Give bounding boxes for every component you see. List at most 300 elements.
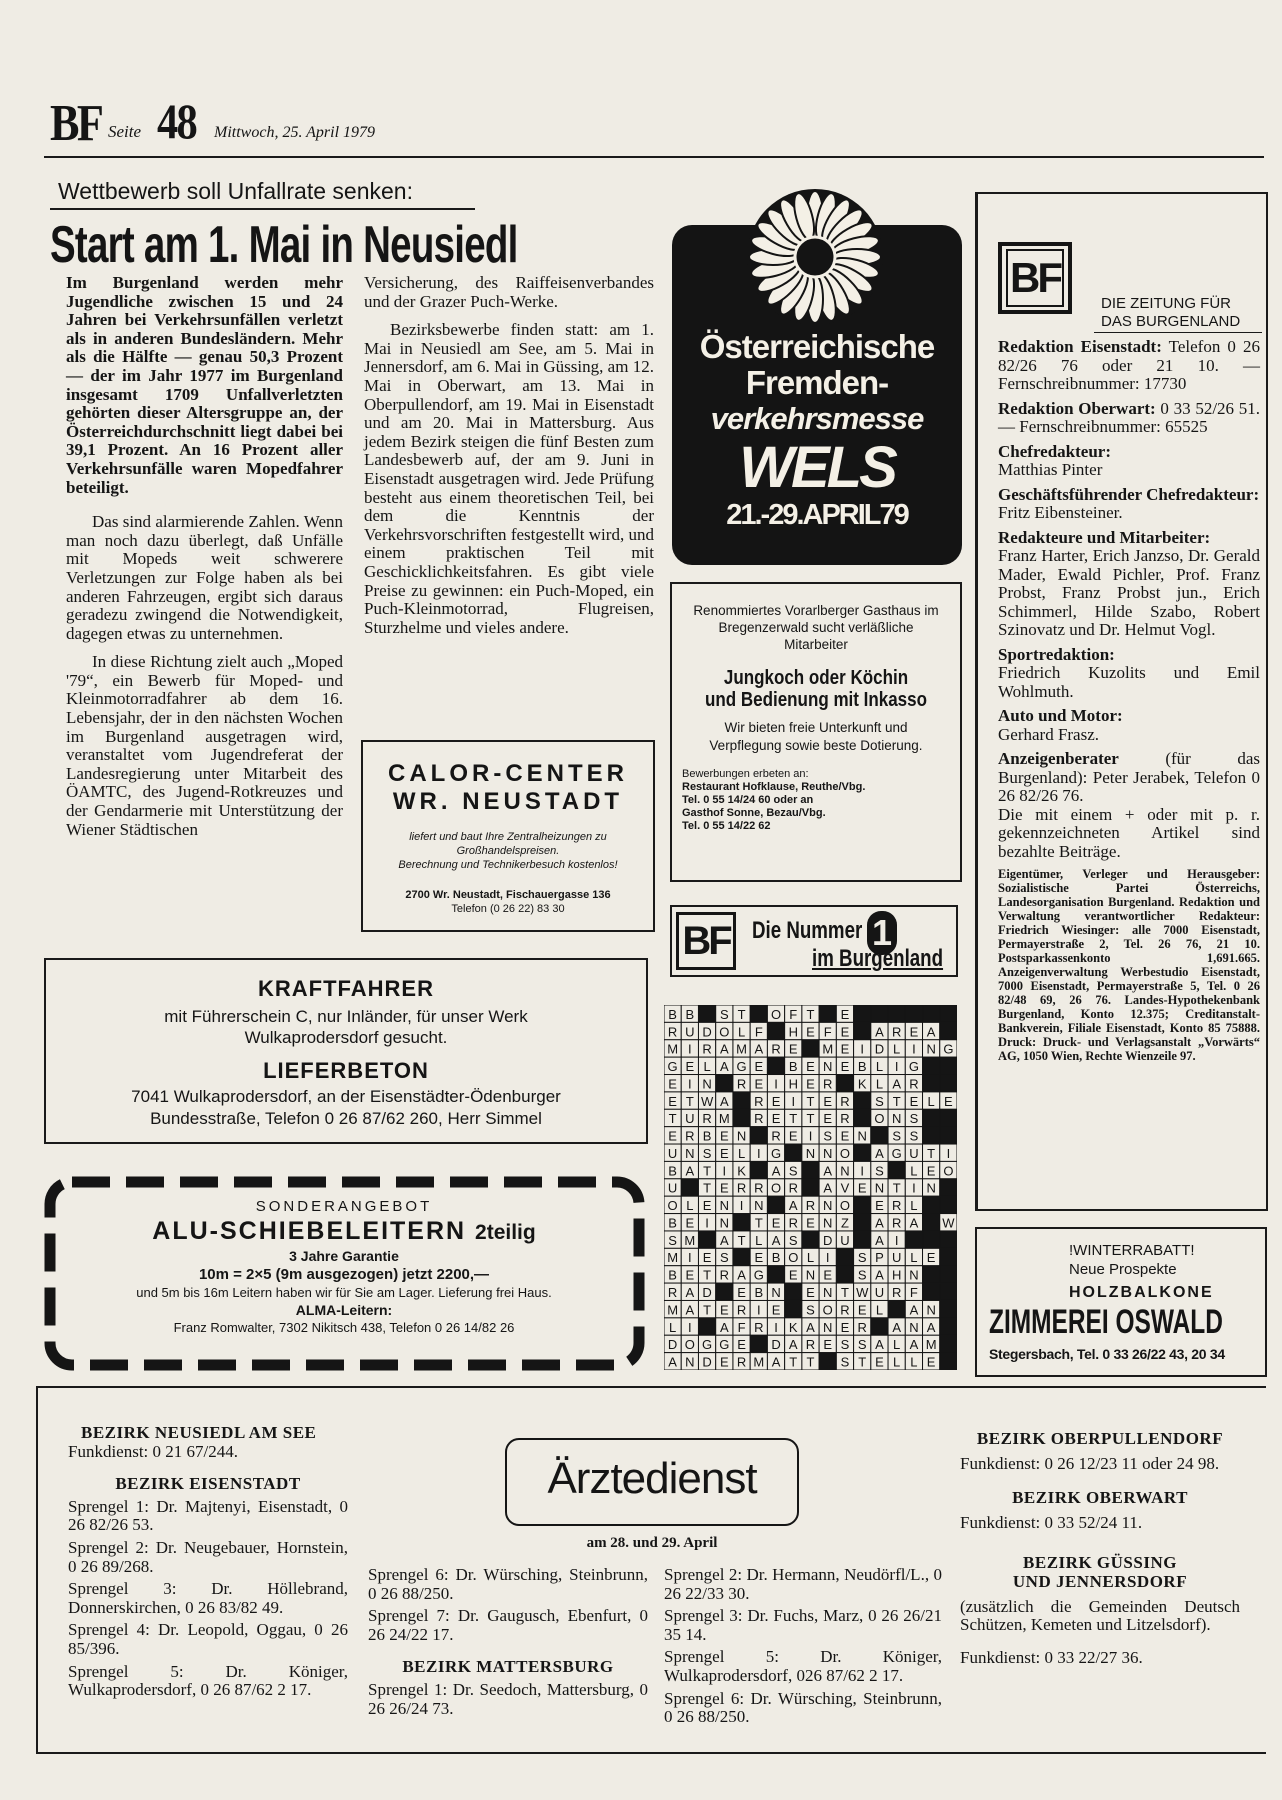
crossword-letter: E [685,1059,695,1075]
crossword-black-cell [802,1231,819,1248]
section-rule [36,1386,1266,1388]
ad-contact: Franz Romwalter, 7302 Nikitsch 438, Telefon 0 26 14/82 26 [173,1320,515,1335]
crossword-black-cell [871,1318,888,1335]
crossword-letter: A [771,1163,781,1179]
crossword-letter: L [893,1337,901,1353]
doctor-entry: Sprengel 5: Dr. Königer, Wulkaprodersdorf, 0 26 87/62 2 17. [68,1661,348,1700]
article-kicker: Wettbewerb soll Unfallrate senken: [58,178,413,204]
crossword-black-cell [905,1005,922,1022]
crossword-letter: M [667,1250,679,1266]
issue-date: Mittwoch, 25. April 1979 [214,124,376,141]
crossword-letter: N [840,1163,850,1179]
crossword-letter: S [719,1006,729,1022]
crossword-letter: A [875,1145,884,1161]
crossword-black-cell [905,1231,922,1248]
doctor-entry: Sprengel 7: Dr. Gaugusch, Ebenfurt, 0 26 24/22 17. [368,1606,648,1644]
crossword-black-cell [716,1075,733,1092]
crossword-letter: N [926,1041,936,1057]
crossword-letter: T [737,1232,746,1248]
doctor-entry: Sprengel 2: Dr. Hermann, Neudörfl/L., 0 26 22/33 30. [664,1565,942,1603]
crossword-letter: I [774,1319,778,1335]
crossword-letter: T [806,1354,815,1370]
crossword-letter: Z [840,1215,849,1231]
crossword-black-cell [802,1161,819,1178]
crossword-letter: L [737,1145,746,1161]
crossword-black-cell [940,1353,957,1370]
crossword-black-cell [940,1266,957,1283]
crossword-letter: E [840,1041,850,1057]
crossword-black-cell [940,1057,957,1074]
crossword-letter: A [719,1093,729,1109]
crossword-letter: N [823,1285,833,1300]
crossword-black-cell [940,1248,957,1265]
crossword-letter: R [840,1111,850,1127]
bf-logo: BF [676,912,736,970]
crossword-letter: T [858,1354,867,1370]
label: Sportredaktion: [998,644,1115,664]
article-paragraph: Das sind alarmierende Zahlen. Wenn man noch dazu überlegt, daß Unfälle mit Mopeds weit schwerere Verletzungen zur Folge haben als bei anderen Fahrzeugen, ergibt sich daraus geradezu zwingend die Notwendigkeit, dagegen etwas zu unternehmen. [66,512,343,643]
crossword-letter: E [875,1198,884,1214]
crossword-black-cell [819,1353,836,1370]
crossword-letter: M [736,1041,747,1057]
district-heading: BEZIRK GÜSSING [1023,1553,1177,1573]
ad-alu-schiebeleitern [44,1176,645,1371]
crossword-letter: I [808,1128,813,1144]
crossword-letter: O [839,1198,851,1214]
crossword-letter: G [891,1145,902,1161]
crossword-letter: E [754,1250,764,1266]
ad-line: Die Nummer [752,917,863,944]
crossword-letter: O [667,1198,678,1214]
crossword-black-cell [785,1144,802,1161]
crossword-letter: I [688,1076,692,1092]
crossword-letter: U [840,1232,850,1248]
crossword-letter: S [840,1354,850,1370]
crossword-letter: O [684,1337,695,1353]
crossword-letter: T [789,1111,798,1127]
crossword-letter: E [754,1059,764,1075]
ad-text: Berechnung und Technikerbesuch kostenlos! [398,859,618,871]
crossword-black-cell [767,1196,784,1213]
aerztedienst-title: Ärztedienst [547,1454,757,1503]
district-heading: BEZIRK EISENSTADT [115,1474,301,1494]
label: Redakteure und Mitarbeiter: [998,527,1211,547]
doctor-entry: Sprengel 2: Dr. Neugebauer, Hornstein, 0 26 89/268. [68,1537,348,1576]
crossword-letter: I [688,1319,692,1335]
crossword-letter: F [909,1285,918,1300]
crossword-letter: R [840,1302,850,1318]
crossword-black-cell [923,1109,940,1126]
crossword-black-cell [940,1231,957,1248]
aerztedienst-dates: am 28. und 29. April [586,1535,718,1551]
crossword-letter: S [719,1250,729,1266]
district-heading: UND JENNERSDORF [1012,1571,1188,1591]
crossword-letter: B [668,1215,677,1231]
crossword-letter: D [667,1337,678,1353]
crossword-black-cell [716,1283,733,1300]
crossword-letter: N [805,1267,816,1283]
crossword-black-cell [733,1214,750,1231]
article-paragraph: In diese Richtung zielt auch „Moped '79“, ein Bewerb für Moped- und Kleinmotorradfahrer ab dem 16. Lebensjahr, der in den nächsten Wochen im Burgenland ausgetragen wird, veranstaltet vom Jugendreferat der Landesregierung unter Mitarbeit des ÖAMTC, des Jugend-Rotkreuzes und der Gendarmerie mit Unterstützung der Wiener Städtischen [66,652,343,839]
crossword-letter: O [839,1145,851,1161]
crossword-letter: A [875,1215,884,1231]
crossword-letter: E [840,1059,850,1075]
crossword-letter: A [685,1285,695,1300]
crossword-letter: B [668,1163,677,1179]
crossword-letter: A [685,1302,695,1318]
ad-contact: Gasthof Sonne, Bezau/Vbg. [682,807,826,819]
district-heading: BEZIRK OBERPULLENDORF [976,1429,1224,1448]
crossword-letter: L [806,1250,815,1266]
crossword-letter: S [857,1267,867,1283]
article-column-2 [364,274,654,637]
ad-text: Wir bieten freie Unterkunft und Verpflegung sowie beste Dotierung. [709,720,923,753]
crossword-letter: R [754,1319,764,1335]
crossword-letter: E [926,1250,936,1266]
crossword-letter: L [910,1163,918,1179]
crossword-letter: N [926,1302,936,1318]
crossword-letter: A [909,1337,919,1353]
crossword-letter: E [944,1093,953,1109]
crossword-letter: E [668,1093,677,1109]
ad-offer: 10m = 2×5 (9m ausgezogen) jetzt 2200,— [198,1266,490,1283]
crossword-letter: E [926,1163,936,1179]
crossword-letter: E [823,1267,833,1283]
crossword-letter: R [754,1111,764,1127]
crossword-letter: E [823,1111,833,1127]
bf-logo: BF [1006,249,1064,307]
crossword-black-cell [871,1005,888,1022]
impressum-box [975,192,1268,1211]
ad-jungkoch [670,582,962,882]
crossword-black-cell [750,1127,767,1144]
page-number: 48 [157,93,197,149]
ad-title: Österreichische [699,328,935,365]
value: Die mit einem + oder mit p. r. gekennzeichneten Artikel sind bezahlte Beiträge. [998,804,1260,861]
crossword-black-cell [836,1248,853,1265]
ad-title: ALU-SCHIEBELEITERN [152,1217,467,1245]
ad-line: !WINTERRABATT! [1069,1242,1195,1259]
crossword-letter: B [788,1059,798,1075]
crossword-black-cell [888,1300,905,1317]
crossword-letter: W [942,1215,955,1231]
crossword-black-cell [767,1022,784,1039]
ad-brand: ALMA-Leitern: [295,1302,393,1318]
ad-text: mit Führerschein C, nur Inländer, für unser Werk Wulkaprodersdorf gesucht. [164,1007,528,1047]
crossword-letter: N [702,1076,712,1092]
crossword-letter: L [910,1198,918,1214]
crossword-letter: A [754,1041,764,1057]
crossword-letter: U [909,1145,919,1161]
value: Matthias Pinter [998,460,1103,479]
crossword-black-cell [785,1283,802,1300]
crossword-letter: S [702,1145,712,1161]
crossword-letter: L [927,1093,935,1109]
label: Redaktion Oberwart: [998,398,1156,418]
crossword-letter: H [788,1024,798,1040]
crossword-black-cell [681,1179,698,1196]
ad-line: Neue Prospekte [1069,1261,1177,1278]
district-note: (zusätzlich die Gemeinden Deutsch Schützen, Kemeten und Litzelsdorf). [960,1596,1240,1635]
crossword-letter: A [685,1163,695,1179]
crossword-letter: A [875,1024,884,1040]
crossword-letter: A [909,1302,919,1318]
crossword-black-cell [698,1318,715,1335]
district-heading: BEZIRK OBERWART [1012,1488,1188,1508]
crossword-letter: R [719,1267,730,1283]
crossword-black-cell [940,1335,957,1352]
crossword-letter: T [685,1093,694,1109]
crossword-letter: I [756,1145,761,1161]
ad-address: 2700 Wr. Neustadt, Fischauergasse 136 [405,889,611,901]
crossword-letter: S [857,1250,867,1266]
crossword-letter: F [789,1006,798,1022]
crossword-black-cell [888,1005,905,1022]
ad-contact: Tel. 0 55 14/22 62 [682,820,771,832]
crossword-letter: T [703,1180,712,1196]
crossword-letter: I [739,1198,744,1214]
ad-title: CALOR-CENTER [388,760,628,787]
district-heading: BEZIRK MATTERSBURG [402,1657,614,1677]
crossword-letter: G [736,1059,747,1075]
ad-company: ZIMMEREI OSWALD [989,1303,1223,1341]
crossword-letter: N [754,1198,764,1214]
crossword-letter: I [912,1041,916,1057]
crossword-letter: L [893,1041,901,1057]
crossword-letter: G [770,1145,782,1161]
aerzte-column-1 [68,1424,348,1700]
ad-text: und 5m bis 16m Leitern haben wir für Sie am Lager. Lieferung frei Haus. [136,1285,552,1300]
doctor-entry: Sprengel 4: Dr. Leopold, Oggau, 0 26 85/396. [68,1620,348,1658]
crossword-letter: E [771,1093,781,1109]
crossword-letter: A [926,1319,936,1335]
crossword-letter: T [703,1163,712,1179]
crossword-letter: S [823,1128,833,1144]
newspaper-logo: BF [50,95,102,152]
crossword-letter: I [756,1302,761,1318]
crossword-letter: O [719,1024,730,1040]
crossword-letter: T [703,1267,712,1283]
ad-die-nummer-1 [670,905,958,977]
crossword-letter: I [791,1093,796,1109]
crossword-letter: L [875,1302,884,1318]
crossword-letter: R [702,1111,712,1127]
crossword-letter: F [754,1024,763,1040]
crossword-black-cell [802,1040,819,1057]
crossword-black-cell [750,1161,767,1178]
crossword-letter: I [912,1180,916,1196]
value: Telefon 0 26 82/26 76 oder 21 10. — Fernschreibnummer: 17730 [998,337,1260,393]
crossword-letter: L [737,1024,746,1040]
crossword-letter: T [789,1354,798,1370]
crossword-letter: I [688,1250,692,1266]
crossword-letter: E [685,1215,695,1231]
crossword-letter: A [909,1215,919,1231]
crossword-letter: E [719,1180,729,1196]
label: Chefredakteur: [998,441,1111,461]
crossword-black-cell [750,1005,767,1022]
crossword-letter: N [719,1198,730,1214]
crossword-letter: R [891,1215,902,1231]
ad-title: Fremden- [745,364,889,401]
crossword-letter: S [840,1337,850,1353]
crossword-letter: F [823,1024,832,1040]
crossword-letter: U [891,1250,902,1266]
crossword-letter: I [860,1041,865,1057]
ad-company: LIEFERBETON [263,1058,429,1083]
crossword-letter: O [770,1006,782,1022]
crossword-letter: N [891,1111,902,1127]
crossword-letter: S [668,1232,677,1248]
doctor-entry: Sprengel 3: Dr. Fuchs, Marz, 0 26 26/21 35 14. [664,1606,942,1644]
crossword-letter: R [736,1354,747,1370]
crossword-letter: B [702,1128,712,1144]
doctor-entry: Sprengel 5: Dr. Königer, Wulkaprodersdorf, 026 87/62 2 17. [664,1647,942,1685]
crossword-letter: M [667,1041,679,1057]
crossword-black-cell [940,1318,957,1335]
crossword-letter: R [909,1076,919,1092]
crossword-black-cell [733,1092,750,1109]
doctor-entry: Sprengel 1: Dr. Majtenyi, Eisenstadt, 0 26 82/26 53. [68,1496,348,1535]
value: Gerhard Frasz. [998,724,1100,744]
ad-kicker: SONDERANGEBOT [255,1198,433,1215]
crossword-black-cell [698,1005,715,1022]
header-rule [44,156,1264,158]
crossword-black-cell [940,1127,957,1144]
radio-service: Funkdienst: 0 26 12/23 11 oder 24 98. [960,1453,1220,1473]
crossword-letter: E [823,1337,833,1353]
daisy-flower-icon [745,187,885,327]
crossword-letter: T [754,1215,763,1231]
crossword-letter: S [788,1232,798,1248]
crossword-letter: R [771,1128,781,1144]
crossword-letter: E [668,1128,677,1144]
crossword-letter: E [702,1250,712,1266]
crossword-letter: E [788,1267,798,1283]
crossword-black-cell [923,1075,940,1092]
crossword-black-cell [940,1109,957,1126]
crossword-letter: T [840,1285,849,1300]
crossword-letter: E [737,1285,746,1300]
crossword-letter: M [718,1111,730,1127]
crossword-letter: R [754,1180,764,1196]
crossword-letter: R [702,1041,712,1057]
crossword-letter: N [805,1145,816,1161]
crossword-black-cell [854,1214,871,1231]
crossword-letter: E [840,1319,850,1335]
crossword-letter: E [788,1128,798,1144]
crossword-letter: R [736,1076,747,1092]
value: 0 33 52/26 51. — Fernschreibnummer: 65525 [998,398,1261,436]
ad-calor-center [361,740,655,932]
value: Fritz Eibensteiner. [998,503,1123,522]
crossword-letter: A [719,1041,729,1057]
crossword-letter: R [891,1198,902,1214]
crossword-letter: B [754,1285,764,1300]
crossword-letter: I [688,1041,692,1057]
crossword-letter: E [668,1076,677,1092]
crossword-letter: L [703,1059,711,1075]
ad-apply: Bewerbungen erbeten an: [682,768,809,780]
crossword-letter: G [667,1059,678,1075]
crossword-letter: E [857,1180,867,1196]
crossword-letter: L [875,1076,884,1092]
tagline: DIE ZEITUNG FÜR [1101,295,1231,312]
crossword-black-cell [940,1196,957,1213]
crossword-letter: K [788,1319,798,1335]
article-lead: Im Burgenland werden mehr Jugendliche zwischen 15 und 24 Jahren bei Verkehrsunfällen verletzt als in anderen Bundesländern. Mehr als die Hälfte — genau 50,3 Prozent — der im Jahr 1977 im Burgenland insgesamt 1709 Unfallverletzten gehörten dieser Altersgruppe an, der Österreichdurchschnitt liegt dabei bei 39,1 Prozent. An 16 Prozent aller Verkehrsunfälle waren Mopedfahrer beteiligt. [66,273,343,497]
crossword-letter: N [823,1145,833,1161]
crossword-letter: N [926,1180,936,1196]
doctor-entry: Sprengel 6: Dr. Würsching, Steinbrunn, 0 26 88/250. [368,1565,648,1603]
crossword-letter: E [719,1128,729,1144]
crossword-letter: E [771,1302,781,1318]
crossword-letter: A [875,1337,884,1353]
crossword-letter: A [892,1076,902,1092]
crossword-letter: R [840,1093,850,1109]
crossword-letter: I [894,1059,899,1075]
crossword-black-cell [819,1005,836,1022]
doctor-entry: Sprengel 3: Dr. Höllebrand, Donnerskirchen, 0 26 83/82 49. [68,1579,348,1617]
aerzte-column-2 [368,1566,648,1718]
crossword-black-cell [940,1005,957,1022]
crossword-letter: L [686,1198,694,1214]
crossword-letter: E [719,1354,729,1370]
crossword-letter: R [788,1215,798,1231]
crossword-svg [664,1005,957,1370]
crossword-black-cell [940,1022,957,1039]
doctor-entry: Sprengel 6: Dr. Würsching, Steinbrunn, 0 26 88/250. [664,1688,942,1727]
label: Auto und Motor: [998,706,1123,725]
crossword-letter: T [892,1093,901,1109]
ad-kraftfahrer [44,958,648,1144]
crossword-letter: E [926,1354,936,1370]
ad-dates: 21.-29.APRIL79 [726,499,908,531]
crossword-black-cell [940,1300,957,1317]
crossword-letter: G [753,1267,764,1283]
crossword-letter: F [737,1319,746,1335]
ad-text: liefert und baut Ihre Zentralheizungen zu Großhandelspreisen. [409,831,607,857]
crossword-black-cell [854,1231,871,1248]
crossword-letter: T [927,1145,936,1161]
crossword-letter: E [840,1128,850,1144]
crossword-letter: R [736,1180,747,1196]
value: (für das Burgenland): Peter Jerabek, Telefon 0 26 82/26 76. [998,749,1260,805]
number-one-badge: 1 [867,911,897,955]
ad-fremdenverkehrsmesse [672,225,962,565]
crossword-letter: E [771,1215,781,1231]
crossword-black-cell [836,1075,853,1092]
page-label: Seite [108,122,142,141]
crossword-letter: I [722,1163,727,1179]
crossword-letter: R [891,1024,902,1040]
ad-title: verkehrsmesse [710,401,924,436]
ad-address: 7041 Wulkaprodersdorf, an der Eisenstädter-Ödenburger Bundesstraße, Telefon 0 26 87/62 260, Herr Simmel [131,1087,561,1128]
crossword-letter: L [910,1250,918,1266]
crossword-black-cell [940,1179,957,1196]
crossword-black-cell [854,1196,871,1213]
ad-title: und Bedienung mit Inkasso [705,689,927,711]
crossword-letter: E [806,1059,815,1075]
ad-phone: Telefon (0 26 22) 83 30 [451,903,565,915]
crossword-letter: A [788,1198,798,1214]
radio-service: Funkdienst: 0 33 22/27 36. [960,1647,1143,1667]
crossword-letter: P [875,1250,884,1266]
crossword-letter: B [685,1006,695,1022]
crossword-letter: N [909,1319,919,1335]
label: Geschäftsführender Chefredakteur: [998,484,1260,504]
crossword-black-cell [888,1161,905,1178]
